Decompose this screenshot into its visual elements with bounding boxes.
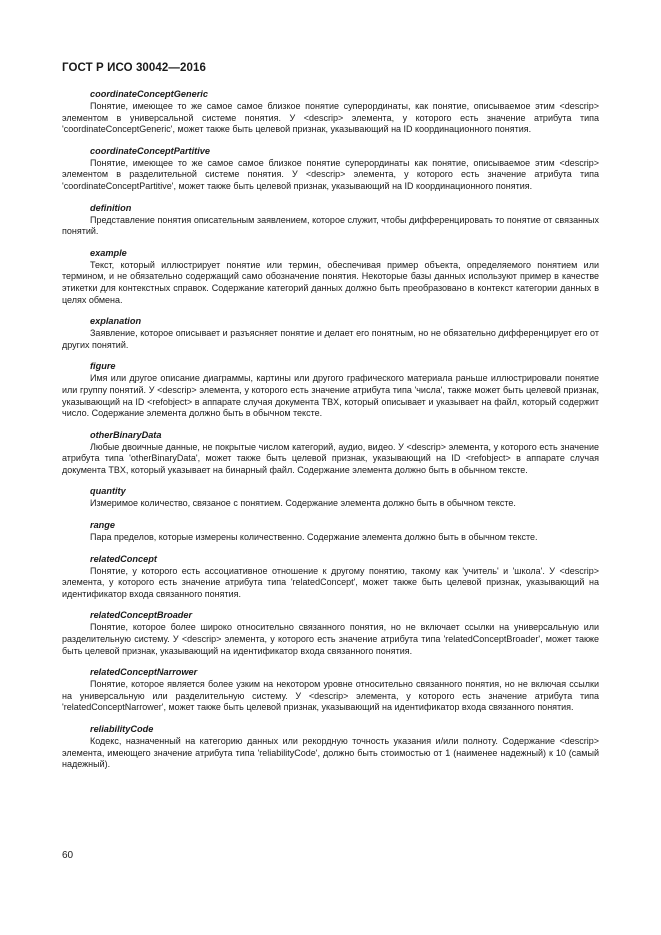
entry-term: range xyxy=(90,520,116,531)
entry-term: example xyxy=(90,247,127,258)
entry-definition-term xyxy=(62,203,599,238)
entry-explanation xyxy=(62,316,599,351)
entry-coordinate-concept-generic xyxy=(62,89,599,136)
entry-related-concept-broader xyxy=(62,610,599,657)
entry-definition: Любые двоичные данные, не покрытые числом категорий, аудио, видео. У <descrip> элемента, у которого есть значение атрибута типа 'otherBinaryData', может также быть целевой признак, указывающий на ID <refobject> в аппарате случая документа TBX, который указывает на бинарный файл. Содержание элемента должно быть в обычном тексте. xyxy=(62,441,599,475)
document-body xyxy=(62,89,599,781)
entry-definition: Понятие, которое более широко относительно связанного понятия, но не включает ссылки на универсальную или разделительную систему. У <descrip> элемента, у которого есть значение атрибута типа 'relatedConceptBroader', может также быть целевой признак, указывающий на идентификатор входа связанного понятия. xyxy=(62,622,599,656)
entry-range xyxy=(62,520,599,544)
entry-related-concept xyxy=(62,554,599,601)
entry-definition: Имя или другое описание диаграммы, картины или другого графического материала раньше иллюстрировали понятие или группу понятий. У <descrip> элемента, у которого есть значение атрибута типа 'числа', также может быть целевой признак, указывающий на ID <refobject> в аппарате случая документа TBX, который описывает и указывает на файл, который содержит число. Содержание элемента должно быть в обычном тексте. xyxy=(62,373,599,419)
entry-definition: Текст, который иллюстрирует понятие или термин, обеспечивая пример объекта, определяемого понятием или термином, и не обязательно содержащий само обозначение понятия. Некоторые базы данных используют пример в качестве этикетки для контекстных справок. Содержание категорий данных должно быть преобразовано в контекст категории данных в целях обмена. xyxy=(62,259,599,305)
entry-term: definition xyxy=(90,202,132,213)
page-number: 60 xyxy=(62,850,74,861)
entry-definition: Представление понятия описательным заявлением, которое служит, чтобы дифференцировать то понятие от связанных понятий. xyxy=(62,214,599,237)
entry-related-concept-narrower xyxy=(62,667,599,714)
entry-definition: Понятие, имеющее то же самое самое близкое понятие суперординаты, как понятие, описываемое этим <descrip> элементом в универсальной системе понятия. У <descrip> элемента, у которого есть значение атрибута типа 'coordinateConceptGeneric', может также быть целевой признак, указывающий на ID координационного понятия. xyxy=(62,101,599,135)
entry-coordinate-concept-partitive xyxy=(62,146,599,193)
entry-figure xyxy=(62,361,599,419)
entry-term: otherBinaryData xyxy=(90,429,162,440)
entry-definition: Понятие, имеющее то же самое самое близкое понятие суперординаты как понятие, описываемое этим <descrip> элементом в разделительной системе понятия. У <descrip> элемента, у которого есть значение атрибута типа 'coordinateConceptPartitive', может также быть целевой признак, указывающий на ID координационного понятия. xyxy=(62,157,599,191)
entry-term: figure xyxy=(90,361,116,372)
entry-term: reliabilityCode xyxy=(90,724,154,734)
entry-definition: Кодекс, назначенный на категорию данных или рекордную точность указания и/или полноту. Содержание <descrip> элемента, имеющего значение атрибута типа 'reliabilityCode', должно быть стоимостью от 1 (наименее надежный) к 10 (самый надежный). xyxy=(62,736,599,770)
entry-other-binary-data xyxy=(62,430,599,477)
entry-example xyxy=(62,248,599,306)
entry-definition: Пара пределов, которые измерены количественно. Содержание элемента должно быть в обычном тексте. xyxy=(90,532,538,543)
entry-term: relatedConceptBroader xyxy=(90,610,193,621)
entry-reliability-code xyxy=(62,724,599,771)
entry-term: explanation xyxy=(90,316,142,327)
entry-term: quantity xyxy=(90,486,126,497)
entry-term: coordinateConceptPartitive xyxy=(90,145,210,156)
page-header: ГОСТ Р ИСО 30042—2016 xyxy=(62,62,207,74)
entry-definition: Заявление, которое описывает и разъясняет понятие и делает его понятным, но не обязательно дифференцирует его от других понятий. xyxy=(62,328,599,350)
entry-definition: Измеримое количество, связаное с понятием. Содержание элемента должно быть в обычном тексте. xyxy=(90,498,516,509)
entry-term: coordinateConceptGeneric xyxy=(90,89,208,99)
entry-quantity xyxy=(62,486,599,510)
entry-term: relatedConceptNarrower xyxy=(90,667,198,678)
entry-definition: Понятие, у которого есть ассоциативное отношение к другому понятию, такому как 'учитель' и 'школа'. У <descrip> элемента, у которого есть значение атрибута типа 'relatedConcept', может также быть целевой признак, указывающий на идентификатор входа связанного понятия. xyxy=(62,565,599,599)
entry-definition: Понятие, которое является более узким на некотором уровне относительно связанного понятия, но не включая ссылки на универсальную или разделительную систему. У <descrip> элемента, у которого есть значение атрибута типа 'relatedConceptNarrower', может также быть целевой признак, указывающий на идентификатор входа связанного понятия. xyxy=(62,679,599,713)
entry-term: relatedConcept xyxy=(90,553,157,564)
